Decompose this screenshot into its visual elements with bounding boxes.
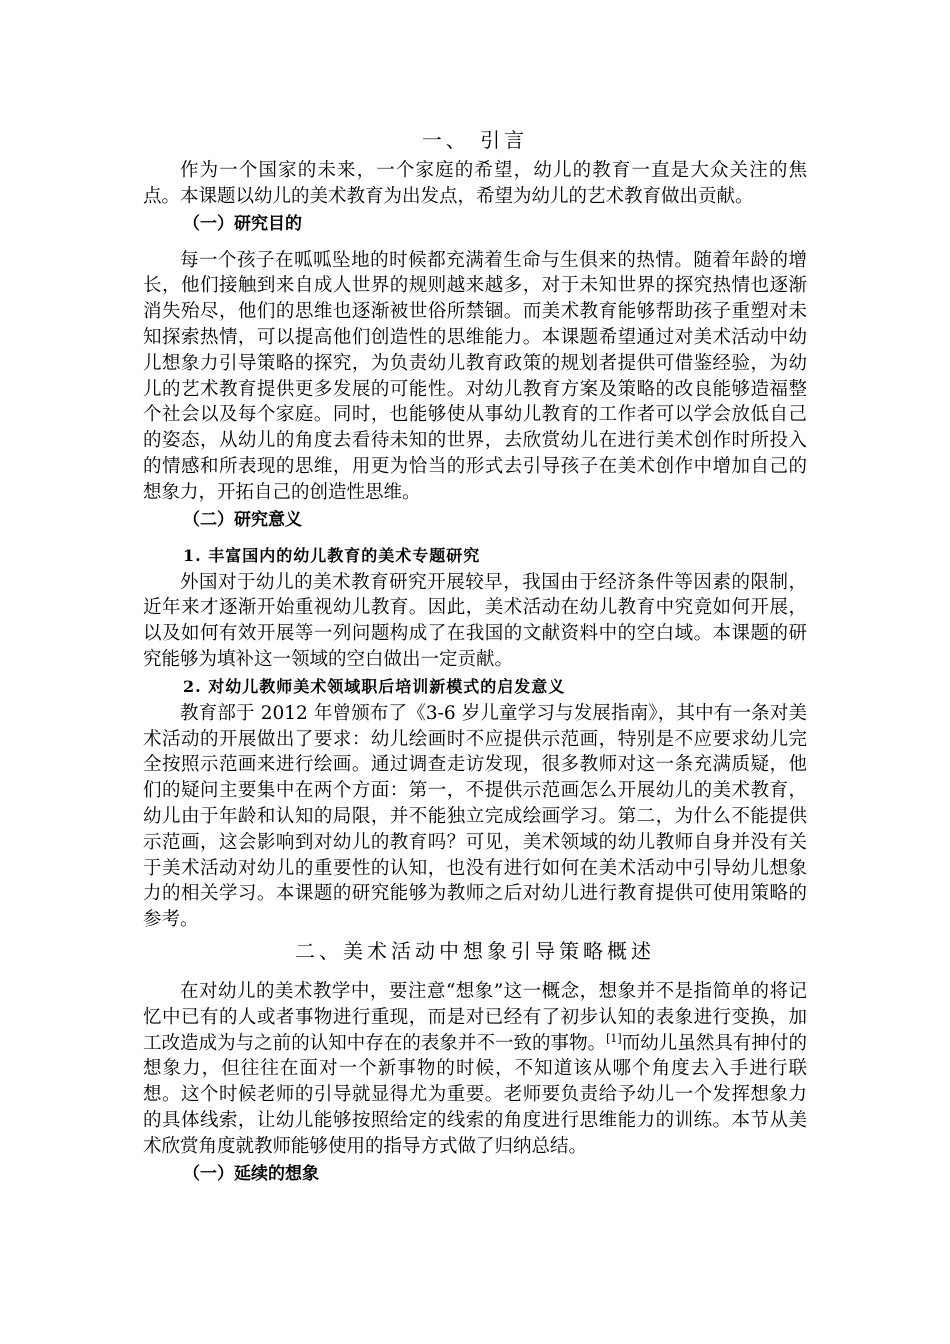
significance-item-2-heading: 2. 对幼儿教师美术领域职后培训新模式的启发意义 [183, 676, 566, 696]
section-2-title: 二、美术活动中想象引导策略概述 [295, 938, 655, 963]
significance-item-1-heading: 1. 丰富国内的幼儿教育的美术专题研究 [183, 545, 481, 565]
document-content [143, 122, 807, 1188]
significance-item-1-paragraph: 外国对于幼儿的美术教育研究开展较早，我国由于经济条件等因素的限制，近年来才逐渐开始重视幼儿教育。因此，美术活动在幼儿教育中究竟如何开展，以及如何有效开展等一列问题构成了在我国的文献资料中的空白域。本课题的研究能够为填补这一领域的空白做出一定贡献。 [143, 571, 807, 670]
research-purpose-heading: （一）研究目的 [183, 213, 302, 234]
significance-item-2-paragraph: 教育部于 2012 年曾颁布了《3-6 岁儿童学习与发展指南》，其中有一条对美术活动的开展做出了要求：幼儿绘画时不应提供示范画，特别是不应要求幼儿完全按照示范画来进行绘画。通过调查走访发现，很多教师对这一条充满质疑，他们的疑问主要集中在两个方面：第一，不提供示范画怎么开展幼儿的美术教育，幼儿由于年龄和认知的局限，并不能独立完成绘画学习。第二，为什么不能提供示范画，这会影响到对幼儿的教育吗？可见，美术领域的幼儿教师自身并没有关于美术活动对幼儿的重要性的认知，也没有进行如何在美术活动中引导幼儿想象力的相关学习。本课题的研究能够为教师之后对幼儿进行教育提供可使用策略的参考。 [143, 702, 807, 931]
research-significance-heading: （二）研究意义 [183, 509, 302, 530]
continued-imagination-heading: （一）延续的想象 [183, 1163, 319, 1184]
section-2-text-after-citation: 而幼儿虽然具有抻付的想象力，但往往在面对一个新事物的时候，不知道该从哪个角度去入手进行联想。这个时候老师的引导就显得尤为重要。老师要负责给予幼儿一个发挥想象力的具体线索，让幼儿能够按照给定的线索的角度进行思维能力的训练。本节从美术欣赏角度就教师能够使用的指导方式做了归纳总结。 [143, 1032, 807, 1157]
citation-marker: [1] [606, 1031, 622, 1045]
section-1-intro-paragraph: 作为一个国家的未来，一个家庭的希望，幼儿的教育一直是大众关注的焦点。本课题以幼儿的美术教育为出发点，希望为幼儿的艺术教育做出贡献。 [143, 160, 807, 207]
section-1-title: 一、 引言 [421, 128, 529, 152]
research-purpose-paragraph: 每一个孩子在呱呱坠地的时候都充满着生命与生俱来的热情。随着年龄的增长，他们接触到来自成人世界的规则越来越多，对于未知世界的探究热情也逐渐消失殆尽，他们的思维也逐渐被世俗所禁锢。而美术教育能够帮助孩子重塑对未知探索热情，可以提高他们创造性的思维能力。本课题希望通过对美术活动中幼儿想象力引导策略的探究，为负责幼儿教育政策的规划者提供可借鉴经验，为幼儿的艺术教育提供更多发展的可能性。对幼儿教育方案及策略的改良能够造福整个社会以及每个家庭。同时，也能够使从事幼儿教育的工作者可以学会放低自己的姿态，从幼儿的角度去看待未知的世界，去欣赏幼儿在进行美术创作时所投入的情感和所表现的思维，用更为恰当的形式去引导孩子在美术创作中增加自己的想象力，开拓自己的创造性思维。 [143, 249, 807, 503]
section-2-text-before-citation: 在对幼儿的美术教学中，要注意“想象”这一概念，想象并不是指简单的将记忆中已有的人或者事物进行重现，而是对已经有了初步认知的表象进行变换，加工改造成为与之前的认知中存在的表象并不一致的事物。 [143, 980, 807, 1054]
section-2-paragraph [143, 979, 807, 1160]
